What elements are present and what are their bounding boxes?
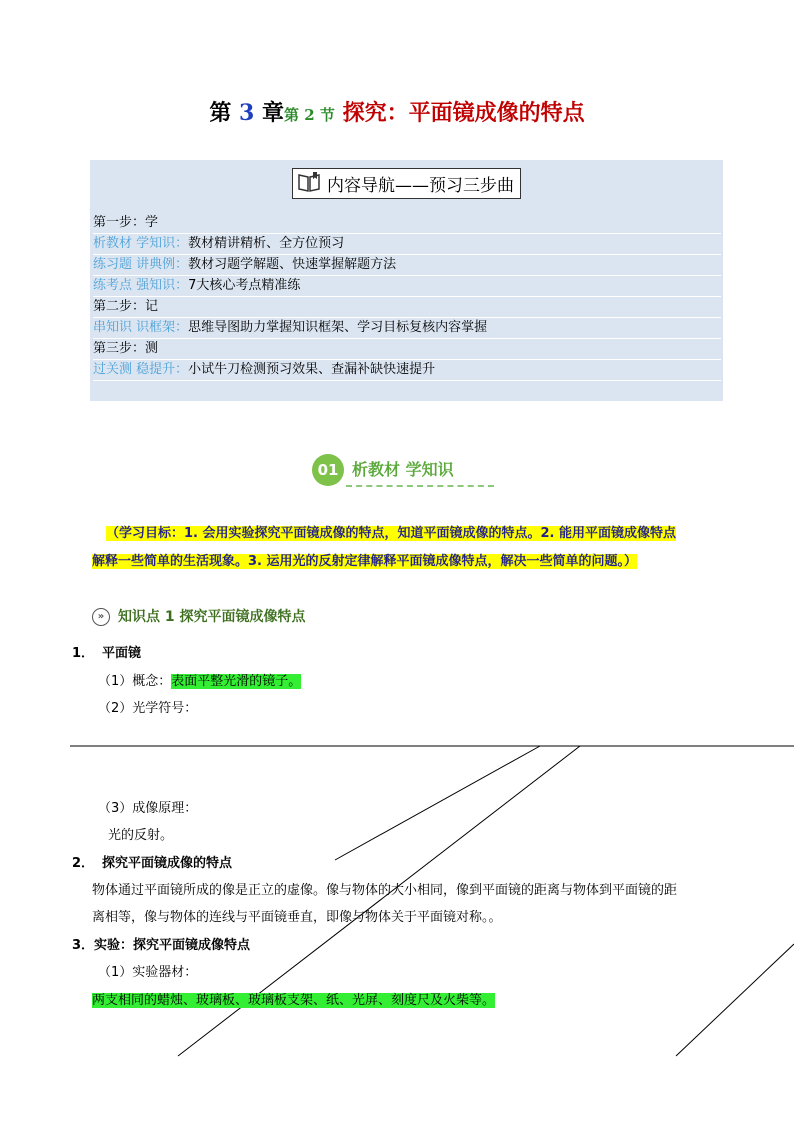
equipment-label: （1）实验器材： [98,965,198,980]
nav-line: 第二步：记 [93,297,721,318]
optical-symbol-label: （2）光学符号： [98,701,198,716]
goal-line-1: （学习目标：1. 会用实验探究平面镜成像的特点，知道平面镜成像的特点。2. 能用平面镜成像特点 [106,526,677,541]
equipment-value: 两支相同的蜡烛、玻璃板、玻璃板支架、纸、光屏、刻度尺及火柴等。 [92,993,496,1008]
nav-line: 第三步：测 [93,339,721,360]
nav-line: 串知识 识框架：思维导图助力掌握知识框架、学习目标复核内容掌握 [93,318,721,339]
principle-label: （3）成像原理： [98,801,198,816]
nav-heading-text: 内容导航——预习三步曲 [327,176,514,196]
chapter-number: 3 [239,100,255,126]
badge-number: 01 [312,454,344,486]
arrow-circle-icon: » [92,608,110,626]
principle-value: 光的反射。 [108,828,174,843]
section-1-heading: 1． 平面镜 [72,646,142,661]
concept-value: 表面平整光滑的镜子。 [171,674,302,689]
concept-line: （1）概念：表面平整光滑的镜子。 [98,674,302,689]
section-3-heading: 3．实验：探究平面镜成像特点 [72,938,251,953]
paragraph-line-2: 离相等，像与物体的连线与平面镜垂直，即像与物体关于平面镜对称。。 [92,910,502,925]
chapter-prefix: 第 [209,100,232,126]
section-label: 第 2 节 [284,106,335,124]
nav-line: 析教材 学知识：教材精讲精析、全方位预习 [93,234,721,255]
knowledge-point-title: 知识点 1 探究平面镜成像特点 [118,609,306,625]
nav-line: 练习题 讲典例：教材习题学解题、快速掌握解题方法 [93,255,721,276]
title-main: 探究：平面镜成像的特点 [342,100,585,126]
section-2-heading: 2． 探究平面镜成像的特点 [72,856,233,871]
nav-line: 练考点 强知识：7大核心考点精准练 [93,276,721,297]
nav-line: 第一步：学 [93,213,721,234]
paragraph-line-1: 物体通过平面镜所成的像是正立的虚像。像与物体的大小相同，像到平面镜的距离与物体到平面镜的距 [92,883,678,898]
badge-label: 析教材 学知识 [352,460,454,479]
chapter-suffix: 章 [262,100,285,126]
nav-line: 过关测 稳提升：小试牛刀检测预习效果、查漏补缺快速提升 [93,360,721,381]
goal-line-2: 解释一些简单的生活现象。3. 运用光的反射定律解释平面镜成像特点，解决一些简单的问题。） [92,554,638,569]
